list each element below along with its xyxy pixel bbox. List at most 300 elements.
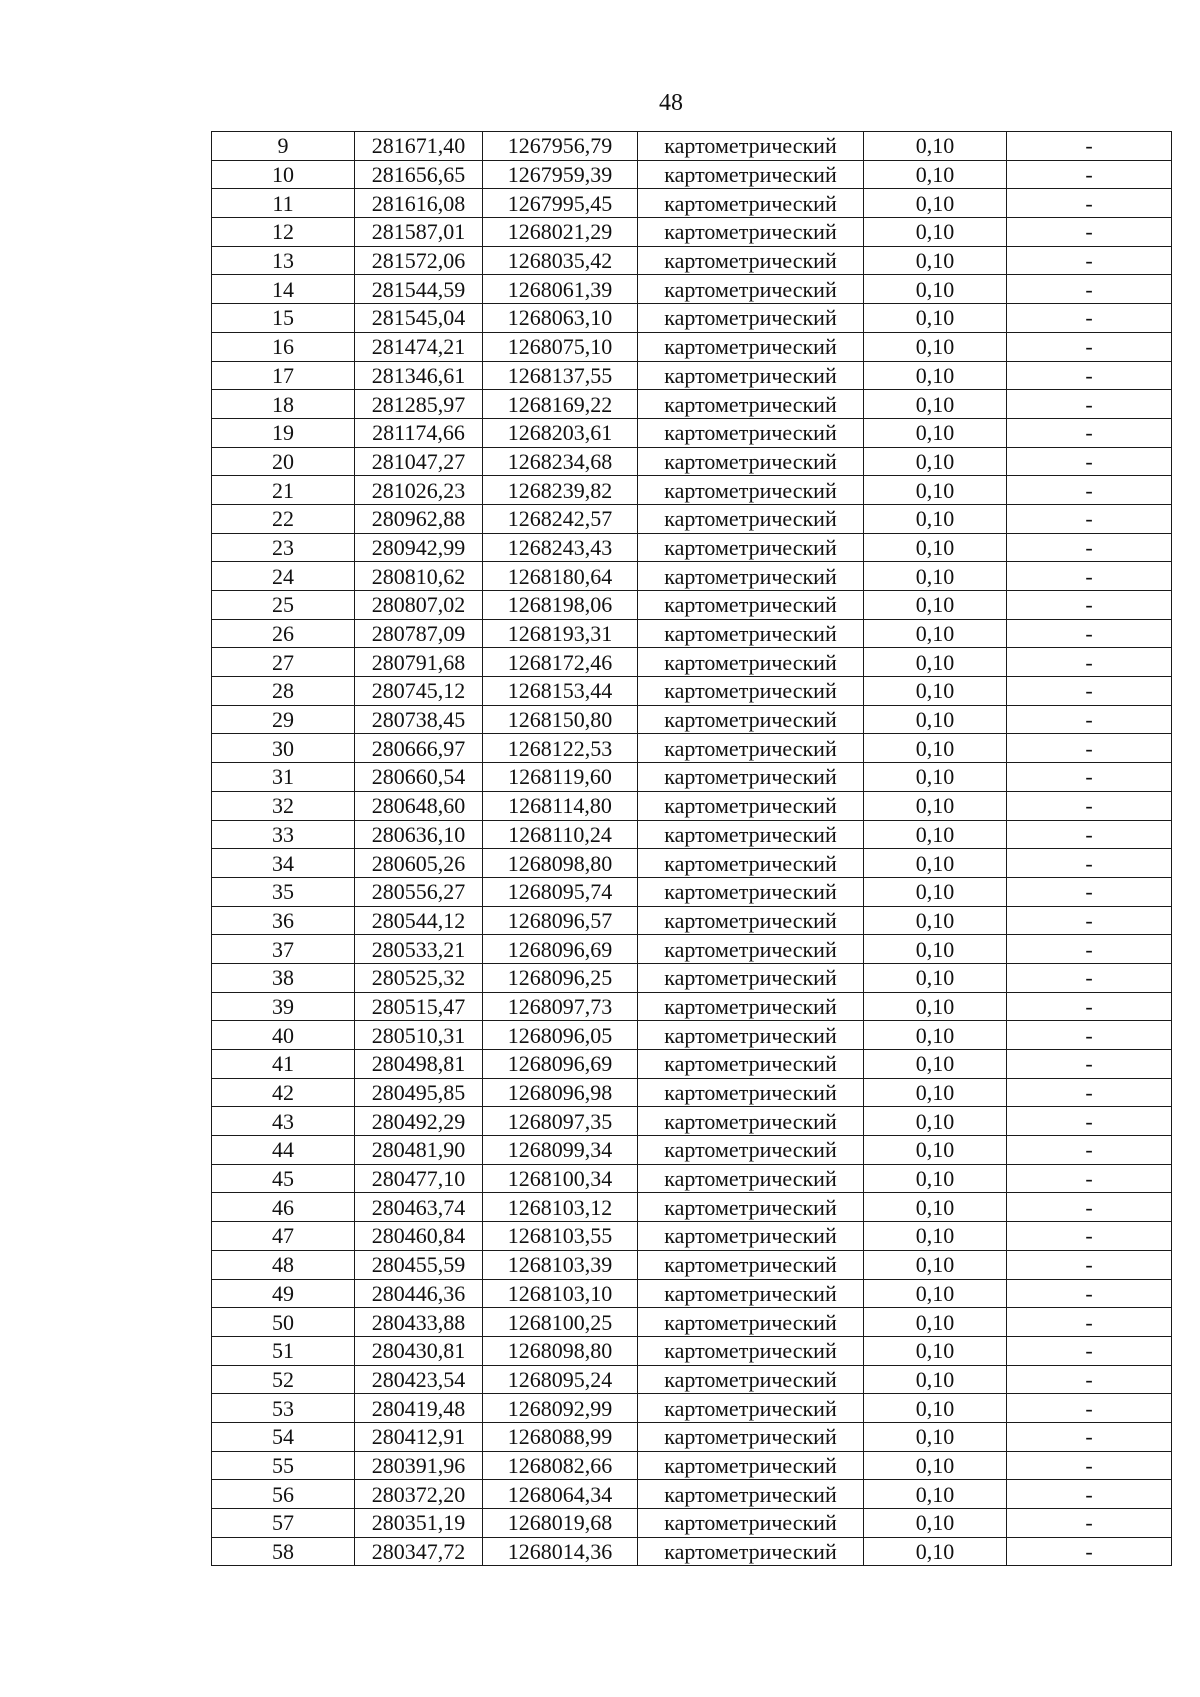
x-coordinate-cell: 280372,20 bbox=[355, 1480, 483, 1509]
point-number-cell: 43 bbox=[212, 1107, 355, 1136]
method-cell: картометрический bbox=[638, 1336, 864, 1365]
point-number-cell: 40 bbox=[212, 1021, 355, 1050]
note-cell: - bbox=[1007, 734, 1172, 763]
accuracy-cell: 0,10 bbox=[864, 189, 1007, 218]
accuracy-cell: 0,10 bbox=[864, 1021, 1007, 1050]
x-coordinate-cell: 280351,19 bbox=[355, 1509, 483, 1538]
x-coordinate-cell: 280477,10 bbox=[355, 1164, 483, 1193]
table-row bbox=[212, 562, 1172, 591]
method-cell: картометрический bbox=[638, 1422, 864, 1451]
note-cell: - bbox=[1007, 1107, 1172, 1136]
point-number-cell: 12 bbox=[212, 218, 355, 247]
note-cell: - bbox=[1007, 1308, 1172, 1337]
y-coordinate-cell: 1268098,80 bbox=[483, 1336, 638, 1365]
note-cell: - bbox=[1007, 1164, 1172, 1193]
method-cell: картометрический bbox=[638, 504, 864, 533]
x-coordinate-cell: 280446,36 bbox=[355, 1279, 483, 1308]
accuracy-cell: 0,10 bbox=[864, 906, 1007, 935]
x-coordinate-cell: 280430,81 bbox=[355, 1336, 483, 1365]
table-row bbox=[212, 189, 1172, 218]
table-row bbox=[212, 1279, 1172, 1308]
x-coordinate-cell: 281174,66 bbox=[355, 418, 483, 447]
accuracy-cell: 0,10 bbox=[864, 1193, 1007, 1222]
method-cell: картометрический bbox=[638, 591, 864, 620]
x-coordinate-cell: 280942,99 bbox=[355, 533, 483, 562]
x-coordinate-cell: 280807,02 bbox=[355, 591, 483, 620]
x-coordinate-cell: 280463,74 bbox=[355, 1193, 483, 1222]
point-number-cell: 54 bbox=[212, 1422, 355, 1451]
table-row bbox=[212, 877, 1172, 906]
y-coordinate-cell: 1268064,34 bbox=[483, 1480, 638, 1509]
y-coordinate-cell: 1268180,64 bbox=[483, 562, 638, 591]
y-coordinate-cell: 1268096,05 bbox=[483, 1021, 638, 1050]
accuracy-cell: 0,10 bbox=[864, 218, 1007, 247]
point-number-cell: 26 bbox=[212, 619, 355, 648]
accuracy-cell: 0,10 bbox=[864, 304, 1007, 333]
x-coordinate-cell: 280962,88 bbox=[355, 504, 483, 533]
y-coordinate-cell: 1268119,60 bbox=[483, 763, 638, 792]
y-coordinate-cell: 1268234,68 bbox=[483, 447, 638, 476]
method-cell: картометрический bbox=[638, 447, 864, 476]
method-cell: картометрический bbox=[638, 160, 864, 189]
point-number-cell: 53 bbox=[212, 1394, 355, 1423]
x-coordinate-cell: 281545,04 bbox=[355, 304, 483, 333]
table-row bbox=[212, 1422, 1172, 1451]
accuracy-cell: 0,10 bbox=[864, 820, 1007, 849]
point-number-cell: 48 bbox=[212, 1250, 355, 1279]
point-number-cell: 35 bbox=[212, 877, 355, 906]
y-coordinate-cell: 1268095,24 bbox=[483, 1365, 638, 1394]
note-cell: - bbox=[1007, 304, 1172, 333]
note-cell: - bbox=[1007, 877, 1172, 906]
table-row bbox=[212, 476, 1172, 505]
method-cell: картометрический bbox=[638, 763, 864, 792]
note-cell: - bbox=[1007, 504, 1172, 533]
method-cell: картометрический bbox=[638, 418, 864, 447]
method-cell: картометрический bbox=[638, 332, 864, 361]
note-cell: - bbox=[1007, 1050, 1172, 1079]
method-cell: картометрический bbox=[638, 992, 864, 1021]
method-cell: картометрический bbox=[638, 189, 864, 218]
note-cell: - bbox=[1007, 849, 1172, 878]
method-cell: картометрический bbox=[638, 1107, 864, 1136]
x-coordinate-cell: 280605,26 bbox=[355, 849, 483, 878]
x-coordinate-cell: 280636,10 bbox=[355, 820, 483, 849]
table-row bbox=[212, 791, 1172, 820]
table-row bbox=[212, 1336, 1172, 1365]
x-coordinate-cell: 280433,88 bbox=[355, 1308, 483, 1337]
method-cell: картометрический bbox=[638, 1365, 864, 1394]
note-cell: - bbox=[1007, 332, 1172, 361]
method-cell: картометрический bbox=[638, 1222, 864, 1251]
accuracy-cell: 0,10 bbox=[864, 1365, 1007, 1394]
y-coordinate-cell: 1268096,69 bbox=[483, 935, 638, 964]
table-row bbox=[212, 275, 1172, 304]
point-number-cell: 16 bbox=[212, 332, 355, 361]
y-coordinate-cell: 1268103,12 bbox=[483, 1193, 638, 1222]
note-cell: - bbox=[1007, 361, 1172, 390]
x-coordinate-cell: 280525,32 bbox=[355, 963, 483, 992]
y-coordinate-cell: 1268061,39 bbox=[483, 275, 638, 304]
method-cell: картометрический bbox=[638, 820, 864, 849]
point-number-cell: 14 bbox=[212, 275, 355, 304]
y-coordinate-cell: 1268103,39 bbox=[483, 1250, 638, 1279]
table-row bbox=[212, 1394, 1172, 1423]
x-coordinate-cell: 281047,27 bbox=[355, 447, 483, 476]
table-row bbox=[212, 1078, 1172, 1107]
y-coordinate-cell: 1268172,46 bbox=[483, 648, 638, 677]
accuracy-cell: 0,10 bbox=[864, 1336, 1007, 1365]
point-number-cell: 10 bbox=[212, 160, 355, 189]
note-cell: - bbox=[1007, 1136, 1172, 1165]
x-coordinate-cell: 280455,59 bbox=[355, 1250, 483, 1279]
point-number-cell: 36 bbox=[212, 906, 355, 935]
accuracy-cell: 0,10 bbox=[864, 504, 1007, 533]
x-coordinate-cell: 280544,12 bbox=[355, 906, 483, 935]
y-coordinate-cell: 1267959,39 bbox=[483, 160, 638, 189]
table-row bbox=[212, 504, 1172, 533]
method-cell: картометрический bbox=[638, 476, 864, 505]
x-coordinate-cell: 280666,97 bbox=[355, 734, 483, 763]
accuracy-cell: 0,10 bbox=[864, 734, 1007, 763]
method-cell: картометрический bbox=[638, 1451, 864, 1480]
accuracy-cell: 0,10 bbox=[864, 1250, 1007, 1279]
accuracy-cell: 0,10 bbox=[864, 1222, 1007, 1251]
y-coordinate-cell: 1268096,69 bbox=[483, 1050, 638, 1079]
accuracy-cell: 0,10 bbox=[864, 447, 1007, 476]
table-row bbox=[212, 218, 1172, 247]
table-row bbox=[212, 1164, 1172, 1193]
method-cell: картометрический bbox=[638, 677, 864, 706]
point-number-cell: 44 bbox=[212, 1136, 355, 1165]
accuracy-cell: 0,10 bbox=[864, 648, 1007, 677]
accuracy-cell: 0,10 bbox=[864, 390, 1007, 419]
note-cell: - bbox=[1007, 447, 1172, 476]
accuracy-cell: 0,10 bbox=[864, 1308, 1007, 1337]
y-coordinate-cell: 1268114,80 bbox=[483, 791, 638, 820]
note-cell: - bbox=[1007, 246, 1172, 275]
note-cell: - bbox=[1007, 619, 1172, 648]
note-cell: - bbox=[1007, 963, 1172, 992]
method-cell: картометрический bbox=[638, 791, 864, 820]
method-cell: картометрический bbox=[638, 1078, 864, 1107]
point-number-cell: 9 bbox=[212, 132, 355, 161]
x-coordinate-cell: 280391,96 bbox=[355, 1451, 483, 1480]
method-cell: картометрический bbox=[638, 1164, 864, 1193]
note-cell: - bbox=[1007, 132, 1172, 161]
table-row bbox=[212, 963, 1172, 992]
table-row bbox=[212, 1107, 1172, 1136]
table-row bbox=[212, 304, 1172, 333]
y-coordinate-cell: 1268203,61 bbox=[483, 418, 638, 447]
table-row bbox=[212, 390, 1172, 419]
y-coordinate-cell: 1268239,82 bbox=[483, 476, 638, 505]
method-cell: картометрический bbox=[638, 246, 864, 275]
accuracy-cell: 0,10 bbox=[864, 677, 1007, 706]
note-cell: - bbox=[1007, 1365, 1172, 1394]
accuracy-cell: 0,10 bbox=[864, 849, 1007, 878]
note-cell: - bbox=[1007, 160, 1172, 189]
table-row bbox=[212, 1021, 1172, 1050]
method-cell: картометрический bbox=[638, 1250, 864, 1279]
note-cell: - bbox=[1007, 992, 1172, 1021]
table-row bbox=[212, 1480, 1172, 1509]
y-coordinate-cell: 1267956,79 bbox=[483, 132, 638, 161]
y-coordinate-cell: 1268169,22 bbox=[483, 390, 638, 419]
point-number-cell: 51 bbox=[212, 1336, 355, 1365]
accuracy-cell: 0,10 bbox=[864, 1509, 1007, 1538]
note-cell: - bbox=[1007, 591, 1172, 620]
accuracy-cell: 0,10 bbox=[864, 418, 1007, 447]
table-row bbox=[212, 533, 1172, 562]
y-coordinate-cell: 1268095,74 bbox=[483, 877, 638, 906]
note-cell: - bbox=[1007, 390, 1172, 419]
accuracy-cell: 0,10 bbox=[864, 160, 1007, 189]
accuracy-cell: 0,10 bbox=[864, 275, 1007, 304]
x-coordinate-cell: 280787,09 bbox=[355, 619, 483, 648]
table-row bbox=[212, 1537, 1172, 1566]
point-number-cell: 39 bbox=[212, 992, 355, 1021]
note-cell: - bbox=[1007, 677, 1172, 706]
table-row bbox=[212, 992, 1172, 1021]
accuracy-cell: 0,10 bbox=[864, 1050, 1007, 1079]
y-coordinate-cell: 1268035,42 bbox=[483, 246, 638, 275]
method-cell: картометрический bbox=[638, 734, 864, 763]
note-cell: - bbox=[1007, 1250, 1172, 1279]
x-coordinate-cell: 280556,27 bbox=[355, 877, 483, 906]
y-coordinate-cell: 1268088,99 bbox=[483, 1422, 638, 1451]
x-coordinate-cell: 280791,68 bbox=[355, 648, 483, 677]
table-row bbox=[212, 1050, 1172, 1079]
x-coordinate-cell: 281616,08 bbox=[355, 189, 483, 218]
point-number-cell: 18 bbox=[212, 390, 355, 419]
point-number-cell: 30 bbox=[212, 734, 355, 763]
accuracy-cell: 0,10 bbox=[864, 877, 1007, 906]
note-cell: - bbox=[1007, 533, 1172, 562]
point-number-cell: 23 bbox=[212, 533, 355, 562]
table-row bbox=[212, 160, 1172, 189]
accuracy-cell: 0,10 bbox=[864, 1451, 1007, 1480]
accuracy-cell: 0,10 bbox=[864, 705, 1007, 734]
x-coordinate-cell: 281285,97 bbox=[355, 390, 483, 419]
note-cell: - bbox=[1007, 791, 1172, 820]
table-row bbox=[212, 763, 1172, 792]
accuracy-cell: 0,10 bbox=[864, 763, 1007, 792]
note-cell: - bbox=[1007, 1279, 1172, 1308]
table-row bbox=[212, 1222, 1172, 1251]
y-coordinate-cell: 1267995,45 bbox=[483, 189, 638, 218]
y-coordinate-cell: 1268019,68 bbox=[483, 1509, 638, 1538]
y-coordinate-cell: 1268103,10 bbox=[483, 1279, 638, 1308]
x-coordinate-cell: 281026,23 bbox=[355, 476, 483, 505]
table-row bbox=[212, 820, 1172, 849]
table-row bbox=[212, 906, 1172, 935]
y-coordinate-cell: 1268150,80 bbox=[483, 705, 638, 734]
x-coordinate-cell: 280347,72 bbox=[355, 1537, 483, 1566]
y-coordinate-cell: 1268110,24 bbox=[483, 820, 638, 849]
table-row bbox=[212, 1193, 1172, 1222]
y-coordinate-cell: 1268098,80 bbox=[483, 849, 638, 878]
x-coordinate-cell: 280412,91 bbox=[355, 1422, 483, 1451]
point-number-cell: 31 bbox=[212, 763, 355, 792]
method-cell: картометрический bbox=[638, 533, 864, 562]
note-cell: - bbox=[1007, 189, 1172, 218]
method-cell: картометрический bbox=[638, 390, 864, 419]
coordinates-table bbox=[211, 131, 1172, 1566]
y-coordinate-cell: 1268096,98 bbox=[483, 1078, 638, 1107]
x-coordinate-cell: 280498,81 bbox=[355, 1050, 483, 1079]
table-row bbox=[212, 1136, 1172, 1165]
note-cell: - bbox=[1007, 935, 1172, 964]
method-cell: картометрический bbox=[638, 1394, 864, 1423]
x-coordinate-cell: 280533,21 bbox=[355, 935, 483, 964]
accuracy-cell: 0,10 bbox=[864, 1107, 1007, 1136]
method-cell: картометрический bbox=[638, 1537, 864, 1566]
method-cell: картометрический bbox=[638, 275, 864, 304]
x-coordinate-cell: 281474,21 bbox=[355, 332, 483, 361]
point-number-cell: 21 bbox=[212, 476, 355, 505]
method-cell: картометрический bbox=[638, 1050, 864, 1079]
method-cell: картометрический bbox=[638, 705, 864, 734]
note-cell: - bbox=[1007, 705, 1172, 734]
point-number-cell: 29 bbox=[212, 705, 355, 734]
point-number-cell: 32 bbox=[212, 791, 355, 820]
note-cell: - bbox=[1007, 418, 1172, 447]
method-cell: картометрический bbox=[638, 1509, 864, 1538]
point-number-cell: 38 bbox=[212, 963, 355, 992]
table-row bbox=[212, 1250, 1172, 1279]
y-coordinate-cell: 1268097,35 bbox=[483, 1107, 638, 1136]
method-cell: картометрический bbox=[638, 1308, 864, 1337]
accuracy-cell: 0,10 bbox=[864, 791, 1007, 820]
y-coordinate-cell: 1268242,57 bbox=[483, 504, 638, 533]
table-row bbox=[212, 619, 1172, 648]
point-number-cell: 15 bbox=[212, 304, 355, 333]
point-number-cell: 19 bbox=[212, 418, 355, 447]
x-coordinate-cell: 280745,12 bbox=[355, 677, 483, 706]
x-coordinate-cell: 280423,54 bbox=[355, 1365, 483, 1394]
accuracy-cell: 0,10 bbox=[864, 1078, 1007, 1107]
table-row bbox=[212, 332, 1172, 361]
accuracy-cell: 0,10 bbox=[864, 1394, 1007, 1423]
y-coordinate-cell: 1268243,43 bbox=[483, 533, 638, 562]
accuracy-cell: 0,10 bbox=[864, 619, 1007, 648]
y-coordinate-cell: 1268153,44 bbox=[483, 677, 638, 706]
y-coordinate-cell: 1268100,34 bbox=[483, 1164, 638, 1193]
y-coordinate-cell: 1268096,25 bbox=[483, 963, 638, 992]
note-cell: - bbox=[1007, 1193, 1172, 1222]
y-coordinate-cell: 1268122,53 bbox=[483, 734, 638, 763]
table-row bbox=[212, 1365, 1172, 1394]
point-number-cell: 50 bbox=[212, 1308, 355, 1337]
accuracy-cell: 0,10 bbox=[864, 1136, 1007, 1165]
method-cell: картометрический bbox=[638, 963, 864, 992]
x-coordinate-cell: 281656,65 bbox=[355, 160, 483, 189]
accuracy-cell: 0,10 bbox=[864, 361, 1007, 390]
point-number-cell: 46 bbox=[212, 1193, 355, 1222]
table-row bbox=[212, 132, 1172, 161]
point-number-cell: 58 bbox=[212, 1537, 355, 1566]
x-coordinate-cell: 281346,61 bbox=[355, 361, 483, 390]
method-cell: картометрический bbox=[638, 648, 864, 677]
x-coordinate-cell: 280738,45 bbox=[355, 705, 483, 734]
point-number-cell: 49 bbox=[212, 1279, 355, 1308]
note-cell: - bbox=[1007, 1336, 1172, 1365]
method-cell: картометрический bbox=[638, 132, 864, 161]
accuracy-cell: 0,10 bbox=[864, 132, 1007, 161]
method-cell: картометрический bbox=[638, 1136, 864, 1165]
point-number-cell: 27 bbox=[212, 648, 355, 677]
x-coordinate-cell: 280492,29 bbox=[355, 1107, 483, 1136]
method-cell: картометрический bbox=[638, 1193, 864, 1222]
accuracy-cell: 0,10 bbox=[864, 591, 1007, 620]
point-number-cell: 45 bbox=[212, 1164, 355, 1193]
y-coordinate-cell: 1268099,34 bbox=[483, 1136, 638, 1165]
note-cell: - bbox=[1007, 1480, 1172, 1509]
y-coordinate-cell: 1268063,10 bbox=[483, 304, 638, 333]
note-cell: - bbox=[1007, 1021, 1172, 1050]
x-coordinate-cell: 280495,85 bbox=[355, 1078, 483, 1107]
point-number-cell: 41 bbox=[212, 1050, 355, 1079]
point-number-cell: 56 bbox=[212, 1480, 355, 1509]
accuracy-cell: 0,10 bbox=[864, 476, 1007, 505]
x-coordinate-cell: 280810,62 bbox=[355, 562, 483, 591]
y-coordinate-cell: 1268097,73 bbox=[483, 992, 638, 1021]
accuracy-cell: 0,10 bbox=[864, 332, 1007, 361]
coordinates-table-body bbox=[212, 132, 1172, 1566]
x-coordinate-cell: 281572,06 bbox=[355, 246, 483, 275]
table-row bbox=[212, 1308, 1172, 1337]
note-cell: - bbox=[1007, 1451, 1172, 1480]
accuracy-cell: 0,10 bbox=[864, 1480, 1007, 1509]
y-coordinate-cell: 1268092,99 bbox=[483, 1394, 638, 1423]
point-number-cell: 25 bbox=[212, 591, 355, 620]
table-row bbox=[212, 591, 1172, 620]
point-number-cell: 13 bbox=[212, 246, 355, 275]
note-cell: - bbox=[1007, 1509, 1172, 1538]
table-row bbox=[212, 361, 1172, 390]
x-coordinate-cell: 280460,84 bbox=[355, 1222, 483, 1251]
y-coordinate-cell: 1268198,06 bbox=[483, 591, 638, 620]
table-row bbox=[212, 734, 1172, 763]
x-coordinate-cell: 280481,90 bbox=[355, 1136, 483, 1165]
table-row bbox=[212, 1509, 1172, 1538]
table-row bbox=[212, 849, 1172, 878]
method-cell: картометрический bbox=[638, 1279, 864, 1308]
y-coordinate-cell: 1268137,55 bbox=[483, 361, 638, 390]
accuracy-cell: 0,10 bbox=[864, 992, 1007, 1021]
point-number-cell: 47 bbox=[212, 1222, 355, 1251]
method-cell: картометрический bbox=[638, 877, 864, 906]
method-cell: картометрический bbox=[638, 562, 864, 591]
table-row bbox=[212, 246, 1172, 275]
point-number-cell: 22 bbox=[212, 504, 355, 533]
point-number-cell: 17 bbox=[212, 361, 355, 390]
method-cell: картометрический bbox=[638, 1021, 864, 1050]
point-number-cell: 33 bbox=[212, 820, 355, 849]
table-row bbox=[212, 648, 1172, 677]
point-number-cell: 34 bbox=[212, 849, 355, 878]
note-cell: - bbox=[1007, 562, 1172, 591]
point-number-cell: 42 bbox=[212, 1078, 355, 1107]
point-number-cell: 24 bbox=[212, 562, 355, 591]
x-coordinate-cell: 280660,54 bbox=[355, 763, 483, 792]
note-cell: - bbox=[1007, 648, 1172, 677]
method-cell: картометрический bbox=[638, 218, 864, 247]
point-number-cell: 52 bbox=[212, 1365, 355, 1394]
x-coordinate-cell: 280648,60 bbox=[355, 791, 483, 820]
point-number-cell: 57 bbox=[212, 1509, 355, 1538]
